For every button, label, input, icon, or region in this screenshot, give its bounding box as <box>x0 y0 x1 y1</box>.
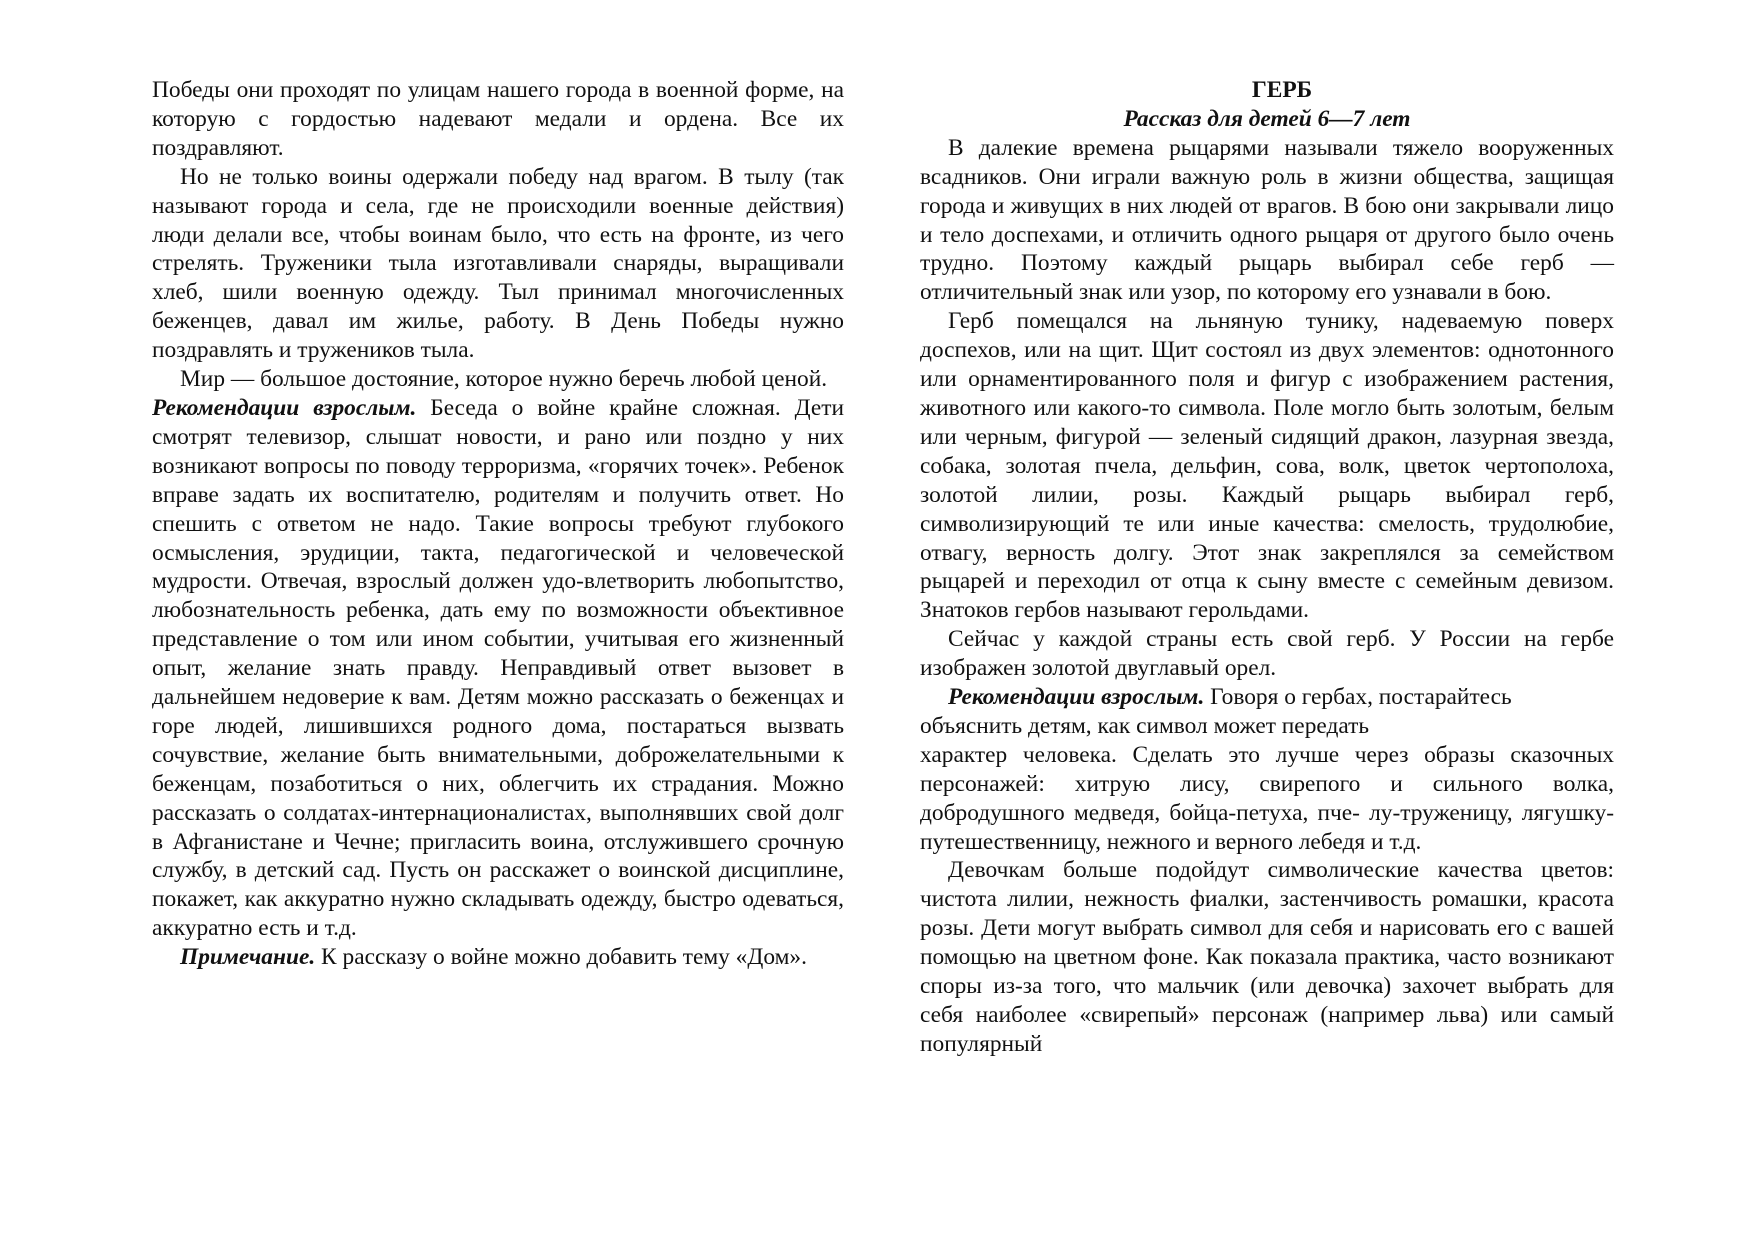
right-page <box>920 76 1614 1059</box>
page-subtitle: Рассказ для детей 6—7 лет <box>1123 105 1411 132</box>
left-note-paragraph <box>152 943 844 972</box>
right-paragraph-5: Девочкам больше подойдут символические качества цветов: чистота лилии, нежность фиалки, застенчивость ромашки, красота розы. Дети могут выбрать символ для себя и нарисовать его с вашей помощью на цветном фоне. Как показала практика, часто возникают споры из-за того, что мальчик (или девочка) захочет выбрать для себя наиболее «свирепый» персонаж (например льва) или самый популярный <box>920 857 1614 1057</box>
left-recommendations-paragraph <box>152 394 844 943</box>
right-recommendations-paragraph <box>920 683 1614 741</box>
left-paragraph-2: Но не только воины одержали победу над врагом. В тылу (так называют города и села, где не происходили военные действия) люди делали все, чтобы воинам было, что есть на фронте, из чего стрелять. Труженики тыла изготавливали снаряды, выращивали хлеб, шили военную одежду. Тыл принимал многочисленных беженцев, давал им жилье, работу. В День Победы нужно поздравлять и тружеников тыла. <box>152 163 844 364</box>
right-paragraph-3: Сейчас у каждой страны есть свой герб. У России на гербе изображен золотой двуглавый орел. <box>920 626 1614 682</box>
right-recommendations-text-a: Говоря о гербах, постарайтесь объяснить детям, как символ может передать <box>920 684 1512 739</box>
left-paragraph-3: Мир — большое достояние, которое нужно беречь любой ценой. <box>180 366 828 393</box>
note-heading: Примечание. <box>180 944 316 971</box>
right-paragraph-1: В далекие времена рыцарями называли тяжело вооруженных всадников. Они играли важную роль в жизни общества, защищая города и живущих в них людей от врагов. В бою они закрывали лицо и тело доспехами, и отличить одного рыцаря от другого было очень трудно. Поэтому каждый рыцарь выбирал себе герб — отличительный знак или узор, по которому его узнавали в бою. <box>920 134 1614 306</box>
left-page <box>152 76 844 972</box>
page-title: ГЕРБ <box>1251 77 1313 103</box>
recommendations-text: Беседа о войне крайне сложная. Дети смотрят телевизор, слышат новости, и рано или поздно у них возникают вопросы по поводу терроризма, «горячих точек». Ребенок вправе задать их воспитателю, родителям и получить ответ. Но спешить с ответом не надо. Такие вопросы требуют глубокого осмысления, эрудиции, такта, педагогической и человеческой мудрости. Отвечая, взрослый должен удо-влетворить любопытство, любознательность ребенка, дать ему по возможности объективное представление о том или ином событии, учитывая его жизненный опыт, желание знать правду. Неправдивый ответ вызовет в дальнейшем недоверие к вам. Детям можно рассказать о беженцах и горе людей, лишившихся родного дома, постараться вызвать сочувствие, желание быть внимательными, доброжелательными к беженцам, позаботиться о них, облегчить их страдания. Можно рассказать о солдатах-интернационалистах, выполнявших свой долг в Афганистане и Чечне; пригласить воина, отслужившего срочную службу, в детский сад. Пусть он расскажет о воинской дисциплине, покажет, как аккуратно нужно складывать одежду, быстро одеваться, аккуратно есть и т.д. <box>152 394 844 942</box>
right-recommendations-heading: Рекомендации взрослым. <box>948 684 1205 711</box>
left-paragraph-1: Победы они проходят по улицам нашего города в военной форме, на которую с гордостью надевают медали и ордена. Все их поздравляют. <box>152 77 844 161</box>
right-recommendations-continuation: характер человека. Сделать это лучше через образы сказочных персонажей: хитрую лису, свирепого и сильного волка, добродушного медведя, бойца-петуха, пче- лу-труженицу, лягушку-путешественницу, нежного и верного лебедя и т.д. <box>920 741 1614 855</box>
right-paragraph-2: Герб помещался на льняную тунику, надеваемую поверх доспехов, или на щит. Щит состоял из двух элементов: однотонного или орнаментированного поля и фигур с изображением растения, животного или какого-то символа. Поле могло быть золотым, белым или черным, фигурой — зеленый сидящий дракон, лазурная звезда, собака, золотая пчела, дельфин, сова, волк, цветок чертополоха, золотой лилии, розы. Каждый рыцарь выбирал герб, символизирующий те или иные качества: смелость, трудолюбие, отвагу, верность долгу. Этот знак закреплялся за семейством рыцарей и переходил от отца к сыну вместе с семейным девизом. Знатоков гербов называют герольдами. <box>920 308 1614 624</box>
recommendations-heading: Рекомендации взрослым. <box>152 394 417 421</box>
note-text: К рассказу о войне можно добавить тему «Дом». <box>315 944 807 971</box>
